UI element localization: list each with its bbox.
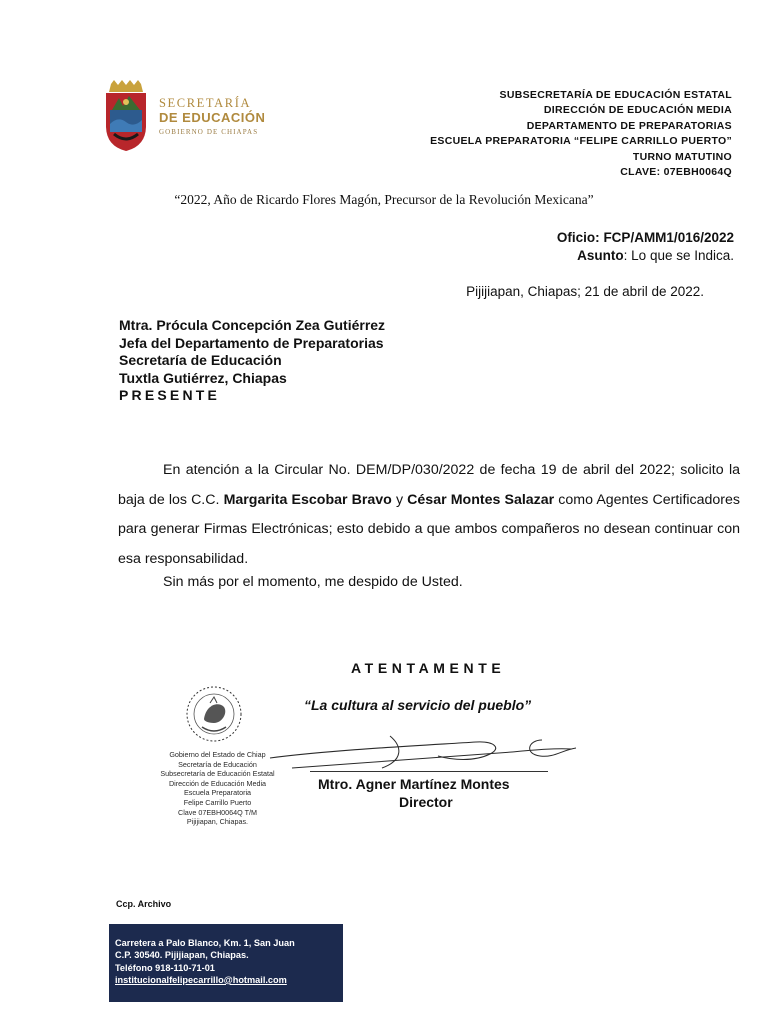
chiapas-shield-icon [101,80,151,152]
body-paragraph [118,456,740,574]
body-text-b: y [391,491,408,508]
official-stamp [140,750,295,827]
letterhead-header [430,88,732,180]
footer-address: Carretera a Palo Blanco, Km. 1, San Juan [115,938,295,948]
header-line: DIRECCIÓN DE EDUCACIÓN MEDIA [543,104,732,117]
stamp-line: Dirección de Educación Media [168,778,267,788]
addressee-institution: Secretaría de Educación [119,352,282,368]
header-line: TURNO MATUTINO [632,150,732,163]
addressee-block [119,317,385,405]
oficio-label: Oficio: [556,230,600,245]
footer-email-link[interactable]: institucionalfelipecarrillo@hotmail.com [115,974,287,985]
header-line: ESCUELA PREPARATORIA “FELIPE CARRILLO PUERTO” [430,135,732,148]
footer-postal: C.P. 30540. Pijijiapan, Chiapas. [115,950,249,961]
place-date: Pijijiapan, Chiapas; 21 de abril de 2022. [466,284,704,299]
addressee-city: Tuxtla Gutiérrez, Chiapas [119,369,287,386]
stamp-line: Escuela Preparatoria [183,788,252,798]
asunto-label: Asunto [577,248,624,263]
ccp-note: Ccp. Archivo [116,899,172,909]
reference-block [557,229,734,265]
contact-footer [109,924,343,1002]
stamp-line: Subsecretaría de Educación Estatal [160,769,275,779]
stamp-line: Clave 07EBH0064Q T/M [178,807,257,817]
stamp-line: Pijijiapan, Chiapas. [186,817,249,827]
presente-label: PRESENTE [119,387,221,403]
footer-phone: Teléfono 918-110-71-01 [115,962,215,973]
school-slogan: “La cultura al servicio del pueblo” [304,697,532,713]
logo-line-3: GOBIERNO DE CHIAPAS [159,128,259,136]
header-line: SUBSECRETARÍA DE EDUCACIÓN ESTATAL [499,89,732,101]
year-motto: “2022, Año de Ricardo Flores Magón, Precursor de la Revolución Mexicana” [174,192,594,207]
stamp-line: Secretaría de Educación [178,759,257,769]
body-text-c: como Agentes Certificadores para generar Firmas Electrónicas; esto debido a que ambos compañeros no desean continuar con esa responsabilidad. [118,491,741,567]
signer-name: Mtro. Agner Martínez Montes [318,776,510,792]
person-name-1: Margarita Escobar Bravo [223,491,392,508]
signature-line [310,771,548,772]
closing-line: Sin más por el momento, me despido de Usted. [163,574,463,590]
stamp-line: Felipe Carrillo Puerto [183,797,252,807]
stamp-line: Gobierno del Estado de Chiap [169,750,266,759]
addressee-name: Mtra. Prócula Concepción Zea Gutiérrez [119,317,386,333]
addressee-position: Jefa del Departamento de Preparatorias [119,334,384,351]
letter-body [118,456,740,574]
oficio-value: FCP/AMM1/016/2022 [603,230,734,245]
asunto-value: : Lo que se Indica. [623,248,734,263]
body-text-a: En atención a la Circular No. DEM/DP/030/2022 de fecha 19 de abril del 2022; solicito la baja de los C.C. [118,462,740,508]
logo-line-1: SECRETARÍA [159,96,252,110]
mexican-coat-of-arms-seal-icon [180,683,248,745]
logo-line-2: DE EDUCACIÓN [159,110,266,125]
atentamente-label: ATENTAMENTE [351,660,506,676]
secretaria-logo [101,80,273,152]
header-line: DEPARTAMENTO DE PREPARATORIAS [526,119,732,132]
header-line: CLAVE: 07EBH0064Q [620,166,732,179]
signer-title: Director [399,794,453,810]
person-name-2: César Montes Salazar [407,491,555,508]
